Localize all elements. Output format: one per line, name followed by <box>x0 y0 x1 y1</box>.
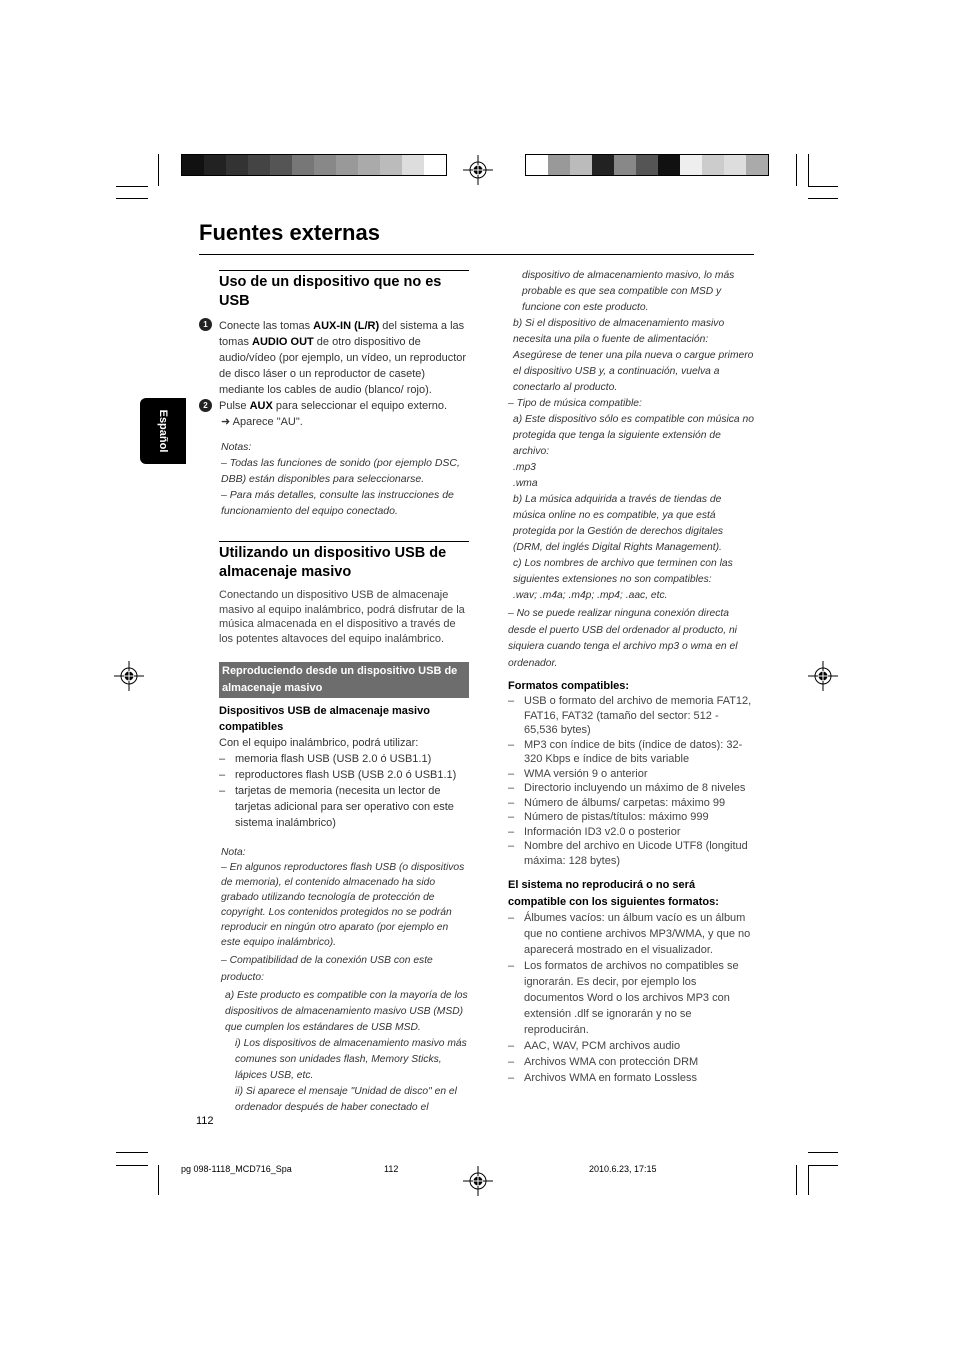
step-result: ➜ Aparece "AU". <box>221 416 303 428</box>
text: Pulse <box>219 400 250 412</box>
usb-notes-continued <box>508 268 754 672</box>
footer-file: pg 098-1118_MCD716_Spa <box>181 1164 292 1174</box>
crop-mark <box>808 1152 838 1153</box>
crop-mark <box>808 198 838 199</box>
list-item-text: MP3 con índice de bits (índice de datos): 32-320 Kbps e índice de bits variable <box>524 738 743 765</box>
list-item: – tarjetas de memoria (necesita un lector de tarjetas adicional para ser operativo con este sistema inalámbrico) <box>219 785 454 829</box>
crop-mark <box>808 1165 809 1195</box>
bold-term: AUDIO OUT <box>252 336 314 348</box>
note: dispositivo de almacenamiento masivo, lo más probable es que sea compatible con MSD y funcione con este producto. <box>522 270 735 313</box>
bold-term: AUX <box>249 400 273 412</box>
note: b) La música adquirida a través de tiendas de música online no es compatible, ya que está protegida por la Gestión de derechos digitales (DRM, del inglés Digital Rights Management). <box>513 494 724 553</box>
list-item: – Los formatos de archivos no compatibles se ignorarán. Es decir, por ejemplo los documentos Word o los archivos MP3 con extensión .dlf se ignorarán y no se reproducirán. <box>508 960 739 1036</box>
right-column <box>508 268 754 1086</box>
list-item: – Directorio incluyendo un máximo de 8 niveles <box>508 782 746 794</box>
crop-mark <box>796 154 797 186</box>
section-intro: Conectando un dispositivo USB de almacenaje masivo al equipo inalámbrico, podrá disfrutar de la música almacenada en el dispositivo a través de los potentes altavoces del equipo inalámbrico. <box>219 589 465 645</box>
subsection-bar: Reproduciendo desde un dispositivo USB de almacenaje masivo <box>219 662 469 698</box>
note: .wav; .m4a; .m4p; .mp4; .aac, etc. <box>513 590 668 601</box>
section-rule <box>219 270 469 271</box>
nonplay-heading: El sistema no reproducirá o no será compatible con los siguientes formatos: <box>508 879 719 908</box>
step-number-2: 2 <box>199 399 212 412</box>
step-number-1: 1 <box>199 318 212 331</box>
note: a) Este dispositivo sólo es compatible con música no protegida que tenga la siguiente extensión de archivo: <box>513 414 754 457</box>
footer-date: 2010.6.23, 17:15 <box>589 1164 657 1174</box>
list-item: – Archivos WMA con protección DRM <box>508 1056 699 1068</box>
text: de otro dispositivo de audio/vídeo (por ejemplo, un vídeo, un reproductor de disco láser o un reproductor de casete) mediante los cables de audio (blanco/ rojo). <box>219 336 467 396</box>
footer-page: 112 <box>384 1164 399 1174</box>
step-1 <box>203 318 469 398</box>
note: c) Los nombres de archivo que terminen con las siguientes extensiones no son compatibles: <box>513 558 733 585</box>
list-item-text: Número de álbums/ carpetas: máximo 99 <box>524 796 726 809</box>
crop-mark <box>116 1165 148 1166</box>
crop-mark <box>158 154 159 186</box>
nota-block <box>219 845 469 1116</box>
list-item-text: Número de pistas/títulos: máximo 999 <box>524 811 709 823</box>
formats-heading: Formatos compatibles: <box>508 680 630 692</box>
crop-mark <box>796 1165 797 1195</box>
registration-mark-icon <box>808 661 838 691</box>
left-column <box>203 270 469 1116</box>
note: i) Los dispositivos de almacenamiento masivo más comunes son unidades flash, Memory Sticks, lápices USB, etc. <box>235 1038 467 1081</box>
list-item-text: AAC, WAV, PCM archivos audio <box>524 1040 681 1052</box>
list-item-text: Directorio incluyendo un máximo de 8 niveles <box>524 782 746 794</box>
notes <box>219 439 469 519</box>
list-item-text: memoria flash USB (USB 2.0 ó USB1.1) <box>235 753 432 765</box>
note: – No se puede realizar ninguna conexión directa desde el puerto USB del ordenador al producto, ni siquiera cuando tenga el archivo mp3 o wma en el ordenador. <box>508 608 738 669</box>
text: del sistema a las tomas <box>219 320 465 348</box>
list-item-text: WMA versión 9 o anterior <box>524 767 648 780</box>
crop-mark <box>116 198 148 199</box>
list-item: – memoria flash USB (USB 2.0 ó USB1.1) <box>219 753 432 765</box>
language-tab <box>140 398 186 464</box>
list-item-text: Información ID3 v2.0 o posterior <box>524 825 681 838</box>
list-item: – reproductores flash USB (USB 2.0 ó USB1.1) <box>219 769 457 781</box>
list-item: – Álbumes vacíos: un álbum vacío es un álbum que no contiene archivos MP3/WMA, y que no aparecerá mostrado en el visualizador. <box>508 912 751 956</box>
list-item: – Nombre del archivo en Uicode UTF8 (longitud máxima: 128 bytes) <box>508 840 748 867</box>
extension: .wma <box>513 478 538 489</box>
list-item-text: Los formatos de archivos no compatibles se ignorarán. Es decir, por ejemplo los documentos Word o los archivos MP3 con extensión .dlf se ignorarán y no se reproducirán. <box>524 960 739 1036</box>
calibration-bar-right <box>525 154 769 176</box>
section-heading: Utilizando un dispositivo USB de almacenaje masivo <box>219 545 447 580</box>
list-item-text: Álbumes vacíos: un álbum vacío es un álbum que no contiene archivos MP3/WMA, y que no aparecerá mostrado en el visualizador. <box>524 912 751 956</box>
list-item-text: Archivos WMA en formato Lossless <box>524 1072 698 1084</box>
note: a) Este producto es compatible con la mayoría de los dispositivos de almacenamiento masivo USB (MSD) que cumplen los estándares de USB MSD. <box>225 990 468 1033</box>
title-rule <box>199 254 754 255</box>
registration-mark-icon <box>463 1166 493 1196</box>
page-number: 112 <box>196 1115 214 1127</box>
list-item-text: tarjetas de memoria (necesita un lector de tarjetas adicional para ser operativo con este sistema inalámbrico) <box>235 785 454 829</box>
list-item-text: USB o formato del archivo de memoria FAT12, FAT16, FAT32 (tamaño del sector: 512 - 65,536 bytes) <box>524 695 752 736</box>
nonplay-list <box>508 910 754 1086</box>
registration-mark-icon <box>463 155 493 185</box>
note: – Compatibilidad de la conexión USB con este producto: <box>221 955 433 983</box>
nota-label: Nota: <box>221 847 246 858</box>
crop-mark <box>808 186 838 187</box>
list-item: – WMA versión 9 o anterior <box>508 767 648 780</box>
step-2 <box>203 398 469 430</box>
note: – Para más detalles, consulte las instrucciones de funcionamiento del equipo conectado. <box>221 489 454 517</box>
list-item: – Número de álbums/ carpetas: máximo 99 <box>508 796 726 809</box>
note: – En algunos reproductores flash USB (o dispositivos de memoria), el contenido almacenado ha sido grabado utilizando tecnología de protección de copyright. Los contenidos protegidos no se podrán reproducir en ningún otro aparato (por ejemplo en este equipo inalámbrico). <box>221 862 465 948</box>
list-item: – Información ID3 v2.0 o posterior <box>508 825 681 838</box>
section-rule <box>219 541 469 542</box>
extension: .mp3 <box>513 462 536 473</box>
note: ii) Si aparece el mensaje "Unidad de disco" en el ordenador después de haber conectado el <box>235 1086 457 1113</box>
language-tab-label: Español <box>157 409 169 453</box>
text: para seleccionar el equipo externo. <box>272 400 448 412</box>
list-item: – MP3 con índice de bits (índice de datos): 32-320 Kbps e índice de bits variable <box>508 738 743 765</box>
note: b) Si el dispositivo de almacenamiento masivo necesita una pila o fuente de alimentación: Asegúrese de tener una pila nueva o cargue primero el dispositivo USB y, a continuación, vuelva a conectarlo al producto. <box>513 318 754 393</box>
list-item: – Archivos WMA en formato Lossless <box>508 1072 698 1084</box>
formats-list <box>508 694 754 868</box>
crop-mark <box>116 186 148 187</box>
text: Conecte las tomas <box>219 320 314 332</box>
crop-mark <box>808 1165 838 1166</box>
crop-mark <box>808 154 809 186</box>
note: – Tipo de música compatible: <box>508 398 642 409</box>
list-item-text: Nombre del archivo en Uicode UTF8 (longitud máxima: 128 bytes) <box>524 840 748 867</box>
list-item: – Número de pistas/títulos: máximo 999 <box>508 811 709 823</box>
subsection-heading: Dispositivos USB de almacenaje masivo compatibles <box>219 705 430 733</box>
crop-mark <box>158 1165 159 1195</box>
list-item: – AAC, WAV, PCM archivos audio <box>508 1040 681 1052</box>
page-title: Fuentes externas <box>199 220 380 245</box>
notes-label: Notas: <box>221 441 252 453</box>
note: – Todas las funciones de sonido (por ejemplo DSC, DBB) están disponibles para seleccionarse. <box>221 457 460 485</box>
list-item: – USB o formato del archivo de memoria FAT12, FAT16, FAT32 (tamaño del sector: 512 - 65,536 bytes) <box>508 695 752 736</box>
bold-term: AUX-IN (L/R) <box>313 320 380 332</box>
section-heading: Uso de un dispositivo que no es USB <box>219 274 442 309</box>
list-item-text: reproductores flash USB (USB 2.0 ó USB1.1) <box>235 769 457 781</box>
registration-mark-icon <box>114 661 144 691</box>
subsection-intro: Con el equipo inalámbrico, podrá utilizar: <box>219 737 419 749</box>
list-item-text: Archivos WMA con protección DRM <box>524 1056 699 1068</box>
crop-mark <box>116 1152 148 1153</box>
calibration-bar-left <box>181 154 447 176</box>
